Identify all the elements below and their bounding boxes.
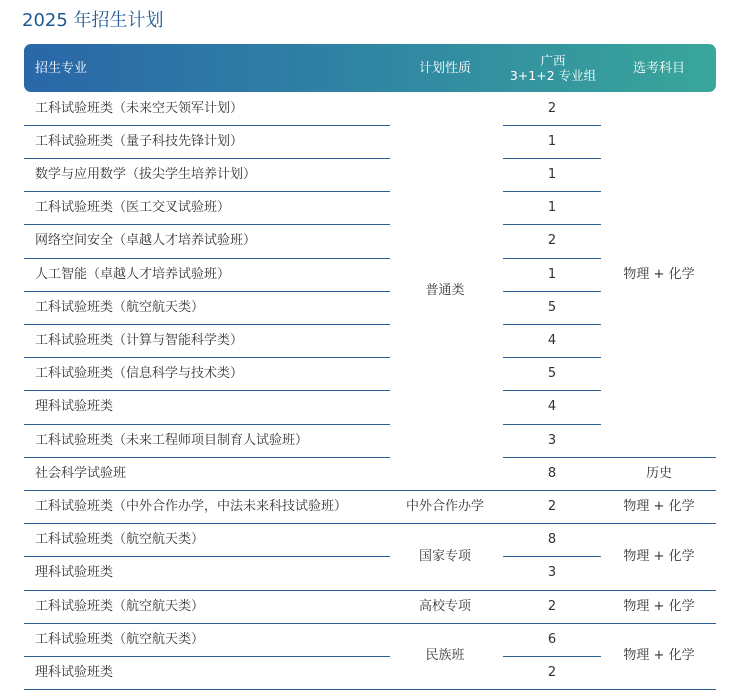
plan-nature-cell: 民族班 <box>425 648 465 664</box>
major-cell: 工科试验班类（计算与智能科学类） <box>35 333 244 348</box>
major-row-divider <box>24 623 390 624</box>
header-region: 广西 <box>540 53 566 68</box>
quota-cell: 1 <box>547 266 557 282</box>
nature-group-divider <box>390 490 503 491</box>
table-header <box>24 44 716 92</box>
subject-cell: 物理 + 化学 <box>623 266 695 282</box>
major-cell: 工科试验班类（未来空天领军计划） <box>35 100 244 116</box>
header-major: 招生专业 <box>35 60 88 76</box>
quota-row-divider <box>503 457 601 458</box>
header-subject: 选考科目 <box>632 60 685 76</box>
major-cell: 工科试验班类（航空航天类） <box>35 299 205 315</box>
major-row-divider <box>24 457 390 458</box>
major-row-divider <box>24 291 390 292</box>
major-row-divider <box>24 490 390 491</box>
major-row-divider <box>24 656 390 657</box>
quota-cell: 1 <box>547 200 557 216</box>
major-cell: 人工智能（卓越人才培养试验班） <box>35 266 231 282</box>
major-row-divider <box>24 191 390 192</box>
quota-row-divider <box>503 623 601 624</box>
major-cell: 工科试验班类（医工交叉试验班） <box>35 200 231 216</box>
major-cell: 工科试验班类（中外合作办学，中法未来科技试验班） <box>35 499 348 514</box>
admission-table <box>0 92 741 700</box>
quota-cell: 8 <box>547 532 557 548</box>
nature-group-divider <box>390 523 503 524</box>
quota-row-divider <box>503 125 601 126</box>
major-cell: 网络空间安全（卓越人才培养试验班） <box>35 233 257 249</box>
quota-cell: 6 <box>547 631 557 647</box>
subject-group-divider <box>601 590 716 591</box>
major-cell: 工科试验班类（量子科技先锋计划） <box>35 133 244 149</box>
major-cell: 工科试验班类（未来工程师项目制育人试验班） <box>35 432 309 448</box>
major-cell: 社会科学试验班 <box>35 465 127 481</box>
quota-cell: 2 <box>547 100 557 116</box>
subject-group-divider <box>601 689 716 690</box>
header-group: 3+1+2 专业组 <box>509 68 597 83</box>
subject-group-divider <box>601 490 716 491</box>
major-row-divider <box>24 357 390 358</box>
quota-row-divider <box>503 523 601 524</box>
quota-cell: 1 <box>547 133 557 149</box>
quota-row-divider <box>503 590 601 591</box>
quota-cell: 2 <box>547 665 557 680</box>
quota-row-divider <box>503 357 601 358</box>
major-cell: 理科试验班类 <box>35 665 114 680</box>
major-cell: 工科试验班类（航空航天类） <box>35 532 205 548</box>
subject-group-divider <box>601 623 716 624</box>
major-row-divider <box>24 556 390 557</box>
major-cell: 工科试验班类（信息科学与技术类） <box>35 366 244 382</box>
quota-cell: 5 <box>547 366 557 382</box>
quota-cell: 4 <box>547 333 557 348</box>
plan-nature-cell: 中外合作办学 <box>405 499 484 514</box>
subject-cell: 物理 + 化学 <box>623 499 695 514</box>
plan-nature-cell: 国家专项 <box>418 548 471 564</box>
header-nature: 计划性质 <box>418 60 471 76</box>
major-row-divider <box>24 390 390 391</box>
subject-cell: 物理 + 化学 <box>623 648 695 664</box>
major-row-divider <box>24 523 390 524</box>
quota-row-divider <box>503 224 601 225</box>
quota-row-divider <box>503 490 601 491</box>
quota-row-divider <box>503 258 601 259</box>
major-row-divider <box>24 258 390 259</box>
quota-row-divider <box>503 656 601 657</box>
quota-cell: 5 <box>547 299 557 315</box>
quota-row-divider <box>503 390 601 391</box>
quota-cell: 8 <box>547 465 557 481</box>
major-row-divider <box>24 324 390 325</box>
quota-cell: 3 <box>547 432 557 448</box>
plan-nature-cell: 普通类 <box>425 283 465 299</box>
page-title: 2025 年招生计划 <box>22 10 164 31</box>
major-row-divider <box>24 424 390 425</box>
major-row-divider <box>24 158 390 159</box>
major-row-divider <box>24 689 390 690</box>
quota-cell: 1 <box>547 167 557 182</box>
quota-row-divider <box>503 158 601 159</box>
major-cell: 理科试验班类 <box>35 565 114 581</box>
subject-cell: 物理 + 化学 <box>623 548 695 564</box>
major-cell: 工科试验班类（航空航天类） <box>35 598 205 614</box>
subject-cell: 物理 + 化学 <box>623 598 695 614</box>
quota-row-divider <box>503 291 601 292</box>
quota-row-divider <box>503 424 601 425</box>
major-row-divider <box>24 590 390 591</box>
quota-row-divider <box>503 324 601 325</box>
quota-cell: 4 <box>547 399 557 415</box>
subject-group-divider <box>601 523 716 524</box>
subject-group-divider <box>601 457 716 458</box>
major-row-divider <box>24 125 390 126</box>
nature-group-divider <box>390 689 503 690</box>
major-cell: 工科试验班类（航空航天类） <box>35 631 205 647</box>
nature-group-divider <box>390 590 503 591</box>
quota-row-divider <box>503 191 601 192</box>
quota-row-divider <box>503 556 601 557</box>
header-quota <box>504 44 602 92</box>
quota-cell: 2 <box>547 233 557 249</box>
quota-cell: 2 <box>547 499 557 514</box>
major-cell: 理科试验班类 <box>35 399 114 415</box>
major-cell: 数学与应用数学（拔尖学生培养计划） <box>35 167 257 182</box>
quota-row-divider <box>503 689 601 690</box>
subject-cell: 历史 <box>645 465 672 481</box>
nature-group-divider <box>390 623 503 624</box>
quota-cell: 3 <box>547 565 557 581</box>
major-row-divider <box>24 224 390 225</box>
quota-cell: 2 <box>547 598 557 614</box>
plan-nature-cell: 高校专项 <box>418 598 471 614</box>
